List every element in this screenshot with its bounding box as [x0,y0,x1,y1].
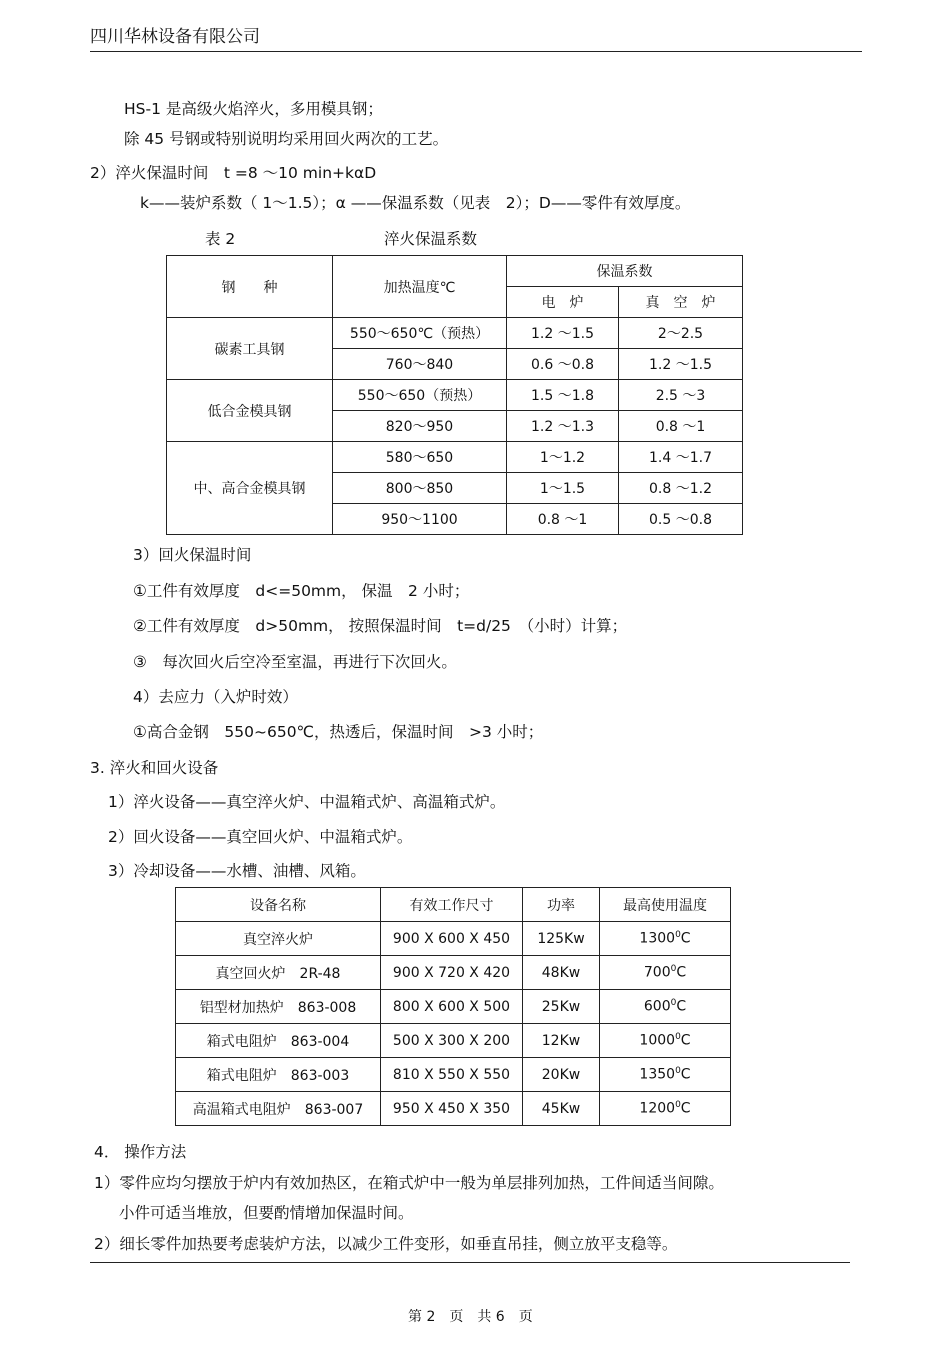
electric-cell: 1～1.2 [507,442,619,473]
company-name: 四川华林设备有限公司 [90,27,260,47]
size-cell: 900 X 720 X 420 [381,956,523,990]
col-electric: 电 炉 [507,287,619,318]
temp-unit: C [680,1066,691,1083]
temp-cell: 550～650℃（预热） [333,318,507,349]
vacuum-cell: 1.4 ～1.7 [619,442,743,473]
equipment-name-cell: 箱式电阻炉 863-004 [176,1024,381,1058]
size-cell: 950 X 450 X 350 [381,1092,523,1126]
vacuum-cell: 0.8 ～1 [619,411,743,442]
stress-relief-heading: 4）去应力（入炉时效） [133,688,298,706]
temp-value: 1200 [639,1100,676,1117]
max-temp-cell [600,1058,731,1092]
steel-cell: 低合金模具钢 [167,380,333,442]
table2-title: 淬火保温系数 [384,230,478,248]
quench-hold-coefficient-table [166,255,743,535]
footer-rule [90,1262,850,1263]
tempering-item-3: ③ 每次回火后空冷至室温，再进行下次回火。 [133,653,457,671]
tempering-hold-heading: 3）回火保温时间 [133,546,252,564]
tempering-note: 除 45 号钢或特别说明均采用回火两次的工艺。 [124,130,449,148]
equipment-name-cell: 真空回火炉 2R-48 [176,956,381,990]
power-cell: 45Kw [523,1092,600,1126]
temp-unit: C [676,964,687,981]
temp-value: 1300 [639,930,676,947]
temp-unit: C [680,930,691,947]
col-max-temp: 最高使用温度 [600,888,731,922]
equipment-item-3: 3）冷却设备——水槽、油槽、风箱。 [108,862,366,880]
hs1-note: HS-1 是高级火焰淬火，多用模具钢； [124,100,383,118]
temp-cell: 550～650（预热） [333,380,507,411]
operation-heading: 4． 操作方法 [94,1143,187,1161]
max-temp-cell [600,922,731,956]
power-cell: 25Kw [523,990,600,1024]
header-rule [90,51,862,52]
degree-mark: 0 [675,1066,681,1077]
steel-cell: 中、高合金模具钢 [167,442,333,535]
table-row [176,1092,731,1126]
vacuum-cell: 1.2 ～1.5 [619,349,743,380]
temp-value: 700 [643,964,671,981]
power-cell: 12Kw [523,1024,600,1058]
max-temp-cell [600,1024,731,1058]
steel-cell: 碳素工具钢 [167,318,333,380]
equipment-heading: 3. 淬火和回火设备 [90,759,219,777]
size-cell: 800 X 600 X 500 [381,990,523,1024]
table2-caption: 表 2 [205,230,236,248]
degree-mark: 0 [675,1032,681,1043]
vacuum-cell: 2～2.5 [619,318,743,349]
temp-cell: 950～1100 [333,504,507,535]
vacuum-cell: 2.5 ～3 [619,380,743,411]
power-cell: 125Kw [523,922,600,956]
temp-cell: 760～840 [333,349,507,380]
table-row [167,442,743,473]
temp-unit: C [680,1100,691,1117]
electric-cell: 1.2 ～1.3 [507,411,619,442]
table-row [176,922,731,956]
col-vacuum: 真 空 炉 [619,287,743,318]
page-number: 第 2 页 共 6 页 [408,1309,533,1325]
equipment-name-cell: 高温箱式电阻炉 863-007 [176,1092,381,1126]
stress-relief-item: ①高合金钢 550~650℃，热透后，保温时间 >3 小时； [133,723,544,741]
coeff-definition: k——装炉系数（ 1～1.5）；α ——保温系数（见表 2）；D——零件有效厚度。 [140,194,691,212]
table-row [176,990,731,1024]
table-header-row [176,888,731,922]
col-steel: 钢 种 [167,256,333,318]
equipment-name-cell: 箱式电阻炉 863-003 [176,1058,381,1092]
temp-cell: 580～650 [333,442,507,473]
degree-mark: 0 [670,964,677,975]
power-cell: 48Kw [523,956,600,990]
col-hold-coeff: 保温系数 [507,256,743,287]
equipment-table [175,887,731,1126]
temp-value: 1350 [639,1066,676,1083]
electric-cell: 1.5 ～1.8 [507,380,619,411]
power-cell: 20Kw [523,1058,600,1092]
table-row [167,318,743,349]
col-working-size: 有效工作尺寸 [381,888,523,922]
max-temp-cell [600,990,731,1024]
vacuum-cell: 0.5 ～0.8 [619,504,743,535]
tempering-item-1: ①工件有效厚度 d<=50mm， 保温 2 小时； [133,582,470,600]
electric-cell: 0.8 ～1 [507,504,619,535]
equipment-item-2: 2）回火设备——真空回火炉、中温箱式炉。 [108,828,413,846]
temp-unit: C [680,1032,691,1049]
col-heat-temp: 加热温度℃ [333,256,507,318]
size-cell: 810 X 550 X 550 [381,1058,523,1092]
electric-cell: 0.6 ～0.8 [507,349,619,380]
equipment-item-1: 1）淬火设备——真空淬火炉、中温箱式炉、高温箱式炉。 [108,793,506,811]
temp-cell: 800～850 [333,473,507,504]
operation-paragraph-2: 2）细长零件加热要考虑装炉方法，以减少工件变形，如垂直吊挂，侧立放平支稳等。 [94,1235,678,1253]
operation-paragraph-1: 1）零件应均匀摆放于炉内有效加热区，在箱式炉中一般为单层排列加热，工件间适当间隙。 [94,1174,724,1192]
table-row [167,380,743,411]
max-temp-cell [600,1092,731,1126]
table-row [176,1024,731,1058]
electric-cell: 1.2 ～1.5 [507,318,619,349]
degree-mark: 0 [675,1100,681,1111]
tempering-item-2: ②工件有效厚度 d>50mm， 按照保温时间 t=d/25 （小时）计算； [133,617,628,635]
equipment-name-cell: 真空淬火炉 [176,922,381,956]
temp-cell: 820～950 [333,411,507,442]
col-equipment-name: 设备名称 [176,888,381,922]
electric-cell: 1～1.5 [507,473,619,504]
temp-unit: C [676,998,687,1015]
degree-mark: 0 [675,930,681,941]
vacuum-cell: 0.8 ～1.2 [619,473,743,504]
table-row [176,1058,731,1092]
max-temp-cell [600,956,731,990]
size-cell: 900 X 600 X 450 [381,922,523,956]
temp-value: 1000 [639,1032,676,1049]
col-power: 功率 [523,888,600,922]
size-cell: 500 X 300 X 200 [381,1024,523,1058]
equipment-name-cell: 铝型材加热炉 863-008 [176,990,381,1024]
table-row [176,956,731,990]
quench-hold-heading: 2）淬火保温时间 t =8 ～10 min+kαD [90,164,377,182]
operation-paragraph-1-cont: 小件可适当堆放，但要酌情增加保温时间。 [119,1204,414,1222]
temp-value: 600 [643,998,671,1015]
degree-mark: 0 [670,998,677,1009]
